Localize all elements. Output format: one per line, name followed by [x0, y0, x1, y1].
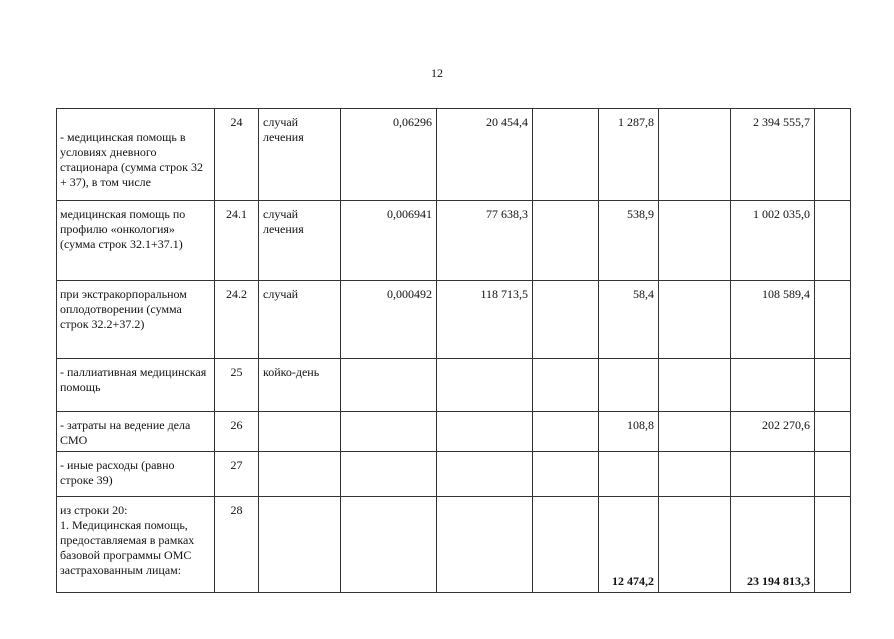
row-col6-value	[533, 201, 599, 281]
row-total-value	[731, 359, 815, 412]
row-norm-value	[341, 412, 437, 452]
table-row	[57, 497, 851, 593]
row-norm-value: 0,06296	[341, 109, 437, 201]
row-norm-value	[341, 497, 437, 593]
row-col6-value	[533, 497, 599, 593]
row-description	[57, 497, 215, 593]
table-row	[57, 452, 851, 497]
row-number: 24.1	[215, 201, 259, 281]
financial-table	[56, 108, 851, 593]
row-description: медицинская помощь по профилю «онкология» (сумма строк 32.1+37.1)	[57, 201, 215, 281]
row-col6-value	[533, 359, 599, 412]
row-total-value: 2 394 555,7	[731, 109, 815, 201]
row-cost-value: 118 713,5	[437, 281, 533, 359]
row-cost-value	[437, 497, 533, 593]
row-col8-value	[659, 281, 731, 359]
row-norm-value: 0,000492	[341, 281, 437, 359]
row-cost-value	[437, 412, 533, 452]
page-number: 12	[431, 66, 443, 80]
table-row	[57, 109, 851, 201]
row-description: при экстракорпоральном оплодотворении (сумма строк 32.2+37.2)	[57, 281, 215, 359]
row-col8-value	[659, 359, 731, 412]
row-unit: случай	[259, 281, 341, 359]
table-row	[57, 359, 851, 412]
row-description: - иные расходы (равно строке 39)	[57, 452, 215, 497]
row-col8-value	[659, 109, 731, 201]
row-col8-value	[659, 497, 731, 593]
row-norm-value	[341, 359, 437, 412]
row-per-capita-value	[599, 359, 659, 412]
row-cost-value	[437, 359, 533, 412]
row-per-capita-value: 12 474,2	[599, 497, 659, 593]
row-total-value: 202 270,6	[731, 412, 815, 452]
table-row	[57, 201, 851, 281]
row-description: - затраты на ведение дела СМО	[57, 412, 215, 452]
row-description-heading: из строки 20:	[60, 503, 128, 517]
row-unit: случай лечения	[259, 201, 341, 281]
row-col6-value	[533, 412, 599, 452]
row-col10-value	[815, 109, 851, 201]
row-col8-value	[659, 412, 731, 452]
row-unit	[259, 497, 341, 593]
table-row	[57, 281, 851, 359]
row-cost-value: 20 454,4	[437, 109, 533, 201]
row-col6-value	[533, 281, 599, 359]
table-row	[57, 412, 851, 452]
row-description: - медицинская помощь в условиях дневного стационара (сумма строк 32 + 37), в том числе	[57, 109, 215, 201]
row-number: 24.2	[215, 281, 259, 359]
row-norm-value: 0,006941	[341, 201, 437, 281]
row-col6-value	[533, 109, 599, 201]
row-description-detail: 1. Медицинская помощь, предоставляемая в рамках базовой программы ОМС застрахованным лицам:	[60, 518, 195, 577]
row-norm-value	[341, 452, 437, 497]
row-cost-value	[437, 452, 533, 497]
row-col10-value	[815, 359, 851, 412]
row-col10-value	[815, 412, 851, 452]
row-col10-value	[815, 281, 851, 359]
row-col10-value	[815, 452, 851, 497]
row-per-capita-value: 538,9	[599, 201, 659, 281]
row-col8-value	[659, 201, 731, 281]
row-cost-value: 77 638,3	[437, 201, 533, 281]
row-number: 27	[215, 452, 259, 497]
row-number: 24	[215, 109, 259, 201]
row-unit	[259, 412, 341, 452]
row-col10-value	[815, 201, 851, 281]
row-per-capita-value: 58,4	[599, 281, 659, 359]
row-total-value: 1 002 035,0	[731, 201, 815, 281]
row-unit	[259, 452, 341, 497]
row-unit: случай лечения	[259, 109, 341, 201]
row-per-capita-value	[599, 452, 659, 497]
row-unit: койко-день	[259, 359, 341, 412]
row-col8-value	[659, 452, 731, 497]
row-description: - паллиативная медицинская помощь	[57, 359, 215, 412]
row-col6-value	[533, 452, 599, 497]
row-number: 25	[215, 359, 259, 412]
row-total-value: 108 589,4	[731, 281, 815, 359]
row-number: 28	[215, 497, 259, 593]
row-total-value: 23 194 813,3	[731, 497, 815, 593]
row-per-capita-value: 1 287,8	[599, 109, 659, 201]
row-per-capita-value: 108,8	[599, 412, 659, 452]
row-total-value	[731, 452, 815, 497]
row-number: 26	[215, 412, 259, 452]
row-col10-value	[815, 497, 851, 593]
